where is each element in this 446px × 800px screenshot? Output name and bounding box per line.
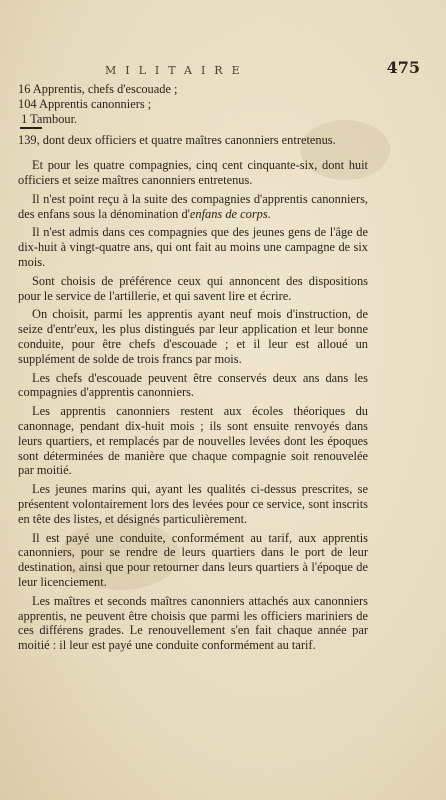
roster-text: Apprentis canonniers ; [36,96,152,111]
total-line: 139, dont deux officiers et quatre maîtres canonniers entretenus. [18,133,336,148]
roster-text: Tambour. [27,111,78,126]
page-body [18,82,368,657]
roster-text: Apprentis, chefs d'escouade ; [30,82,178,96]
paragraph: Les chefs d'escouade peuvent être conservés deux ans dans les compagnies d'apprentis canonniers. [18,370,368,400]
total-rule [20,127,42,129]
running-title: MILITAIRE [105,64,249,77]
roster-line [18,82,368,97]
roster-line [18,112,368,127]
paragraph: Sont choisis de préférence ceux qui annoncent des dispositions pour le service de l'artillerie, et qui savent lire et écrire. [18,273,368,303]
paragraph [18,192,368,222]
paragraph: Les jeunes marins qui, ayant les qualités ci-dessus prescrites, se présentent volontairement lors des levées pour ce service, sont inscrits en tête des listes, et désignés particulièrement. [18,482,368,526]
roster-line [18,97,368,112]
paragraph: Et pour les quatre compagnies, cinq cent cinquante-six, dont huit officiers et seize maîtres canonniers entretenus. [18,158,368,187]
paragraph: Les maîtres et seconds maîtres canonniers attachés aux canonniers apprentis, ne peuvent être choisis que parmi les officiers mariniers de ces différens grades. Le renouvellement s'en fait chaque année par moitié : il leur est payé une conduite conformément au tarif. [18,593,368,653]
roster-number: 16 [18,82,31,96]
paragraph-text-end: . [267,206,271,221]
paragraph-text: Il n'est point reçu à la suite des compagnies d'apprentis canonniers, des enfans sous la dénomination d' [18,191,368,221]
roster-number: 104 [18,96,37,111]
roster-number: 1 [21,111,28,126]
paragraph: On choisit, parmi les apprentis ayant neuf mois d'instruction, de seize d'entr'eux, les plus distingués par leur application et leur bonne conduite, pour être chefs d'escouade ; et il leur est alloué un supplément de solde de trois francs par mois. [18,307,368,366]
paragraph: Il n'est admis dans ces compagnies que des jeunes gens de l'âge de dix-huit à vingt-quatre ans, qui ont fait au moins une campagne de six mois. [18,225,368,269]
paragraph: Il est payé une conduite, conformément au tarif, aux apprentis canonniers, pour se rendre de leurs quartiers dans le port de leur destination, ainsi que pour retourner dans leurs quartiers à l'époque de leur licenciement. [18,530,368,589]
page-number: 475 [386,58,420,77]
page-header [100,58,420,82]
paragraph: Les apprentis canonniers restent aux écoles théoriques du canonnage, pendant dix-huit mois ; ils sont ensuite renvoyés dans leurs quartiers, et remplacés par de nouvelles levées dont les époques sont déterminées de manière que chaque compagnie soit renouvelée par moitié. [18,404,368,478]
paragraph-italic: enfans de corps [189,206,268,221]
